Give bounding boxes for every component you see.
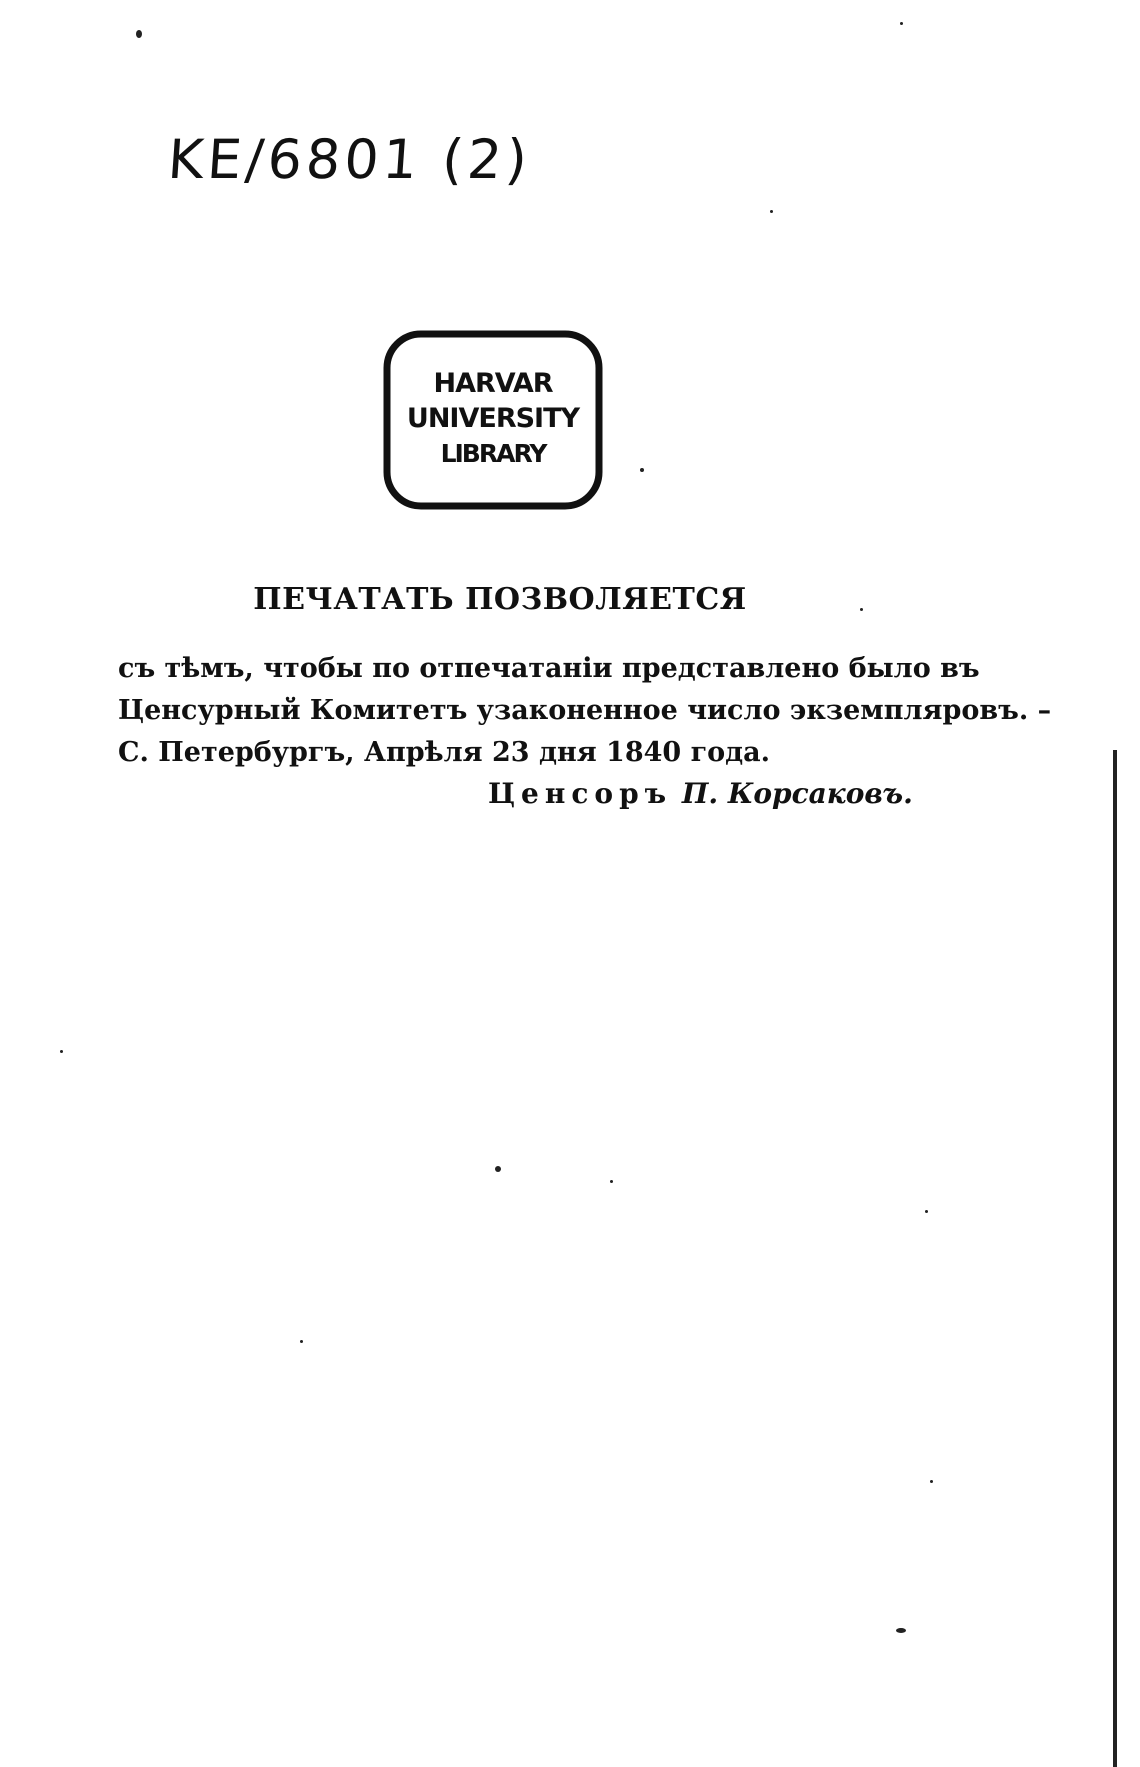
stamp-line-1: HARVAR: [433, 368, 553, 399]
permit-line-2: Ценсурный Комитетъ узаконенное число экземпляровъ. –: [118, 695, 1052, 726]
scan-speck: [640, 468, 644, 472]
scan-speck: [495, 1166, 501, 1172]
scan-speck: [610, 1180, 613, 1183]
scan-speck: [925, 1210, 928, 1213]
library-stamp: [383, 330, 603, 510]
stamp-line-2: UNIVERSITY: [406, 403, 580, 434]
page-edge-line: [1113, 750, 1117, 1767]
scan-speck: [300, 1340, 303, 1343]
permit-body: [118, 648, 1052, 774]
censor-signature: [488, 777, 913, 810]
scan-speck: [136, 30, 142, 38]
handwritten-call-number: KE/6801 (2): [165, 128, 534, 191]
scan-speck: [60, 1050, 63, 1053]
permit-line-1: съ тѣмъ, чтобы по отпечатаніи представлено было въ: [118, 653, 980, 684]
permit-heading: ПЕЧАТАТЬ ПОЗВОЛЯЕТСЯ: [253, 582, 747, 617]
scan-speck: [930, 1480, 933, 1483]
censor-title: Ценсоръ: [488, 777, 673, 810]
scan-speck: [896, 1628, 906, 1633]
stamp-line-3: LIBRARY: [440, 439, 546, 468]
scan-speck: [770, 210, 773, 213]
censor-name: П. Корсаковъ.: [681, 777, 913, 810]
scan-speck: [860, 608, 863, 611]
permit-line-3: С. Петербургъ, Апрѣля 23 дня 1840 года.: [118, 737, 771, 768]
scan-speck: [900, 22, 903, 25]
